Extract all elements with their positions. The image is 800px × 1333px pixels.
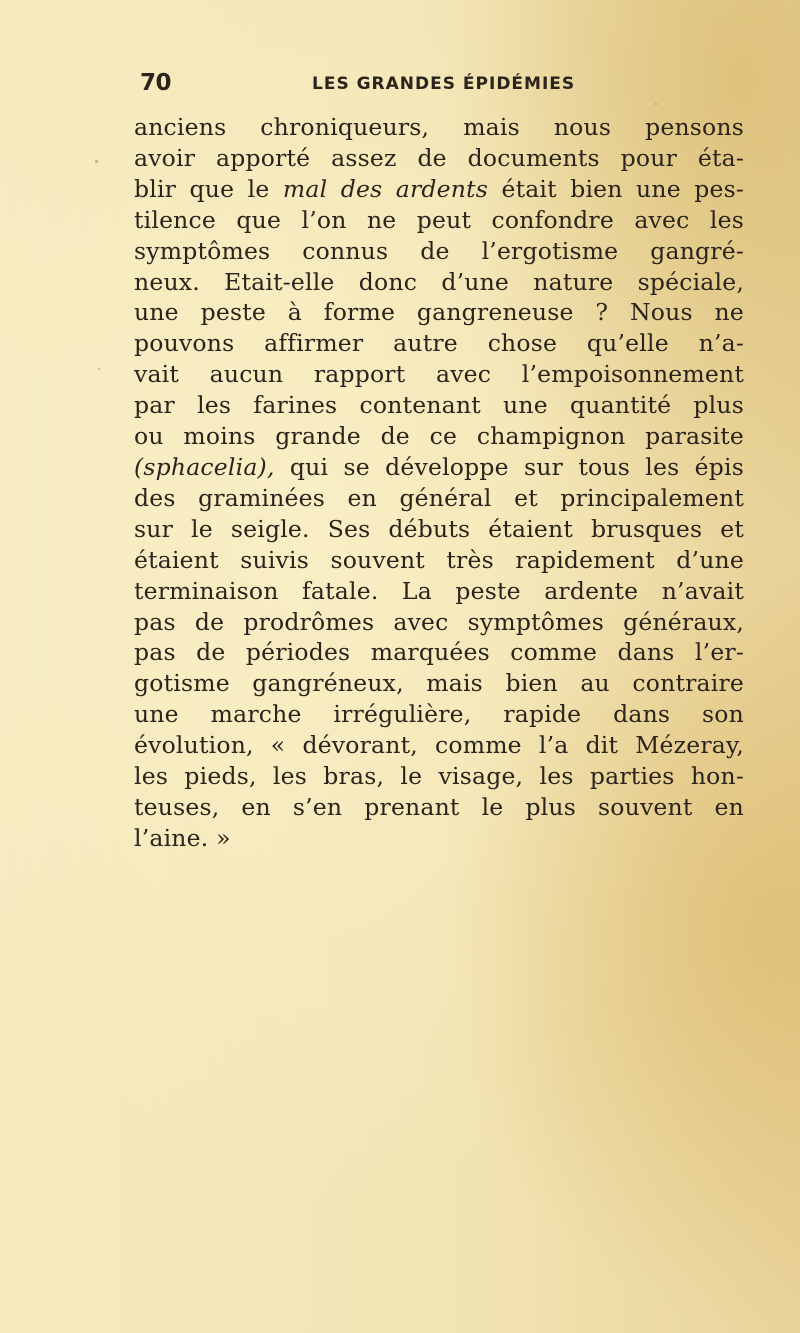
text-line: étaient suivis souvent très rapidement d’une: [134, 545, 744, 574]
page-header: [132, 70, 742, 100]
text-line: blir que le mal des ardents était bien une pes-: [134, 174, 744, 203]
body-text: [134, 112, 744, 854]
text-line: neux. Etait-elle donc d’une nature spéciale,: [134, 267, 744, 296]
text-line: (sphacelia), qui se développe sur tous les épis: [134, 452, 744, 481]
text-line: tilence que l’on ne peut confondre avec les: [134, 205, 744, 234]
paper-speck: [95, 160, 98, 163]
text-line: ou moins grande de ce champignon parasite: [134, 422, 744, 451]
text-line: teuses, en s’en prenant le plus souvent en: [134, 792, 744, 821]
text-line: sur le seigle. Ses débuts étaient brusques et: [134, 514, 744, 543]
paper-speck: [98, 368, 100, 370]
text-line: anciens chroniqueurs, mais nous pensons: [134, 113, 744, 141]
text-line: pouvons affirmer autre chose qu’elle n’a-: [134, 329, 744, 358]
text-line: une marche irrégulière, rapide dans son: [134, 700, 744, 729]
paper-speck: [655, 103, 657, 105]
text-line: pas de prodrômes avec symptômes généraux,: [134, 607, 744, 636]
text-line: avoir apporté assez de documents pour éta-: [134, 143, 744, 172]
text-line: par les farines contenant une quantité plus: [134, 391, 744, 420]
text-line: évolution, « dévorant, comme l’a dit Mézeray,: [134, 731, 744, 760]
text-line: vait aucun rapport avec l’empoisonnement: [134, 360, 744, 389]
text-line: symptômes connus de l’ergotisme gangré-: [134, 236, 744, 265]
text-line: gotisme gangréneux, mais bien au contraire: [134, 669, 744, 698]
text-line: les pieds, les bras, le visage, les parties hon-: [134, 762, 744, 791]
text-line-last: l’aine. »: [134, 823, 231, 852]
text-line: terminaison fatale. La peste ardente n’avait: [134, 576, 744, 605]
text-line: une peste à forme gangreneuse ? Nous ne: [134, 298, 744, 327]
text-line: des graminées en général et principalement: [134, 483, 744, 512]
text-line: pas de périodes marquées comme dans l’er-: [134, 638, 744, 667]
running-title: LES GRANDES ÉPIDÉMIES: [312, 74, 576, 94]
italic-term: mal des ardents: [282, 174, 489, 203]
italic-term: (sphacelia),: [134, 452, 275, 481]
page-number: 70: [140, 70, 172, 96]
